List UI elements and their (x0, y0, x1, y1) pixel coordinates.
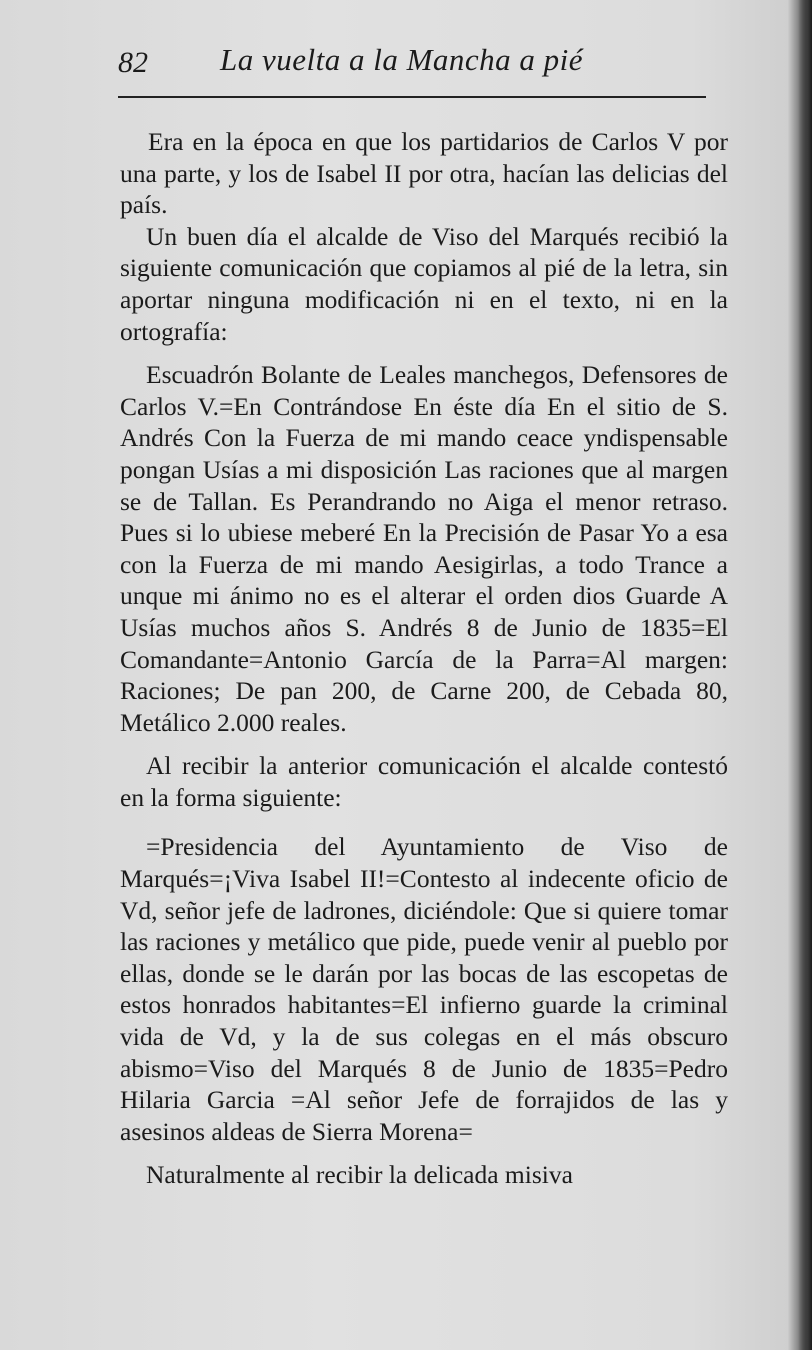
paragraph-alcalde: Un buen día el alcalde de Viso del Marqués recibió la siguiente comunicación que copiamos al pié de la letra, sin aportar ninguna modificación ni en el texto, ni en la ortografía: (120, 221, 728, 346)
page-header (118, 40, 708, 88)
paragraph-letter-carlist: Escuadrón Bolante de Leales manchegos, Defensores de Carlos V.=En Contrándose En éste día En el sitio de S. Andrés Con la Fuerza de mi mando ceace yndispensable pongan Usías a mi disposición Las raciones que al margen se de Tallan. Es Perandrando no Aiga el menor retraso. Pues si lo ubiese meberé En la Precisión de Pasar Yo a esa con la Fuerza de mi mando Aesigirlas, a todo Trance a unque mi ánimo no es el alterar el orden dios Guarde A Usías muchos años S. Andrés 8 de Junio de 1835=El Comandante=Antonio García de la Parra=Al margen: Raciones; De pan 200, de Carne 200, de Cebada 80, Metálico 2.000 reales. (120, 360, 728, 737)
running-title: La vuelta a la Mancha a pié (220, 42, 584, 77)
body-text (120, 126, 728, 1191)
paragraph-letter-reply: =Presidencia del Ayuntamiento de Viso de Marqués=¡Viva Isabel II!=Contesto al indecente oficio de Vd, señor jefe de ladrones, diciéndole: Que si quiere tomar las raciones y metálico que pide, puede venir al pueblo por ellas, donde se le darán por las bocas de las escopetas de estos honrados habitantes=El infierno guarde la criminal vida de Vd, y la de sus colegas en el más obscuro abismo=Viso del Marqués 8 de Junio de 1835=Pedro Hilaria Garcia =Al señor Jefe de forrajidos de las y asesinos aldeas de Sierra Morena= (120, 832, 728, 1146)
page-edge-shadow (798, 0, 812, 1350)
paragraph-reply-intro: Al recibir la anterior comunicación el alcalde contestó en la forma siguiente: (120, 751, 728, 812)
header-rule (118, 96, 706, 98)
page-number: 82 (118, 46, 148, 79)
paragraph-closing: Naturalmente al recibir la delicada misiva (146, 1160, 573, 1190)
paragraph-intro: Era en la época en que los partidarios de Carlos V por una parte, y los de Isabel II por otra, hacían las delicias del país. (120, 127, 728, 220)
